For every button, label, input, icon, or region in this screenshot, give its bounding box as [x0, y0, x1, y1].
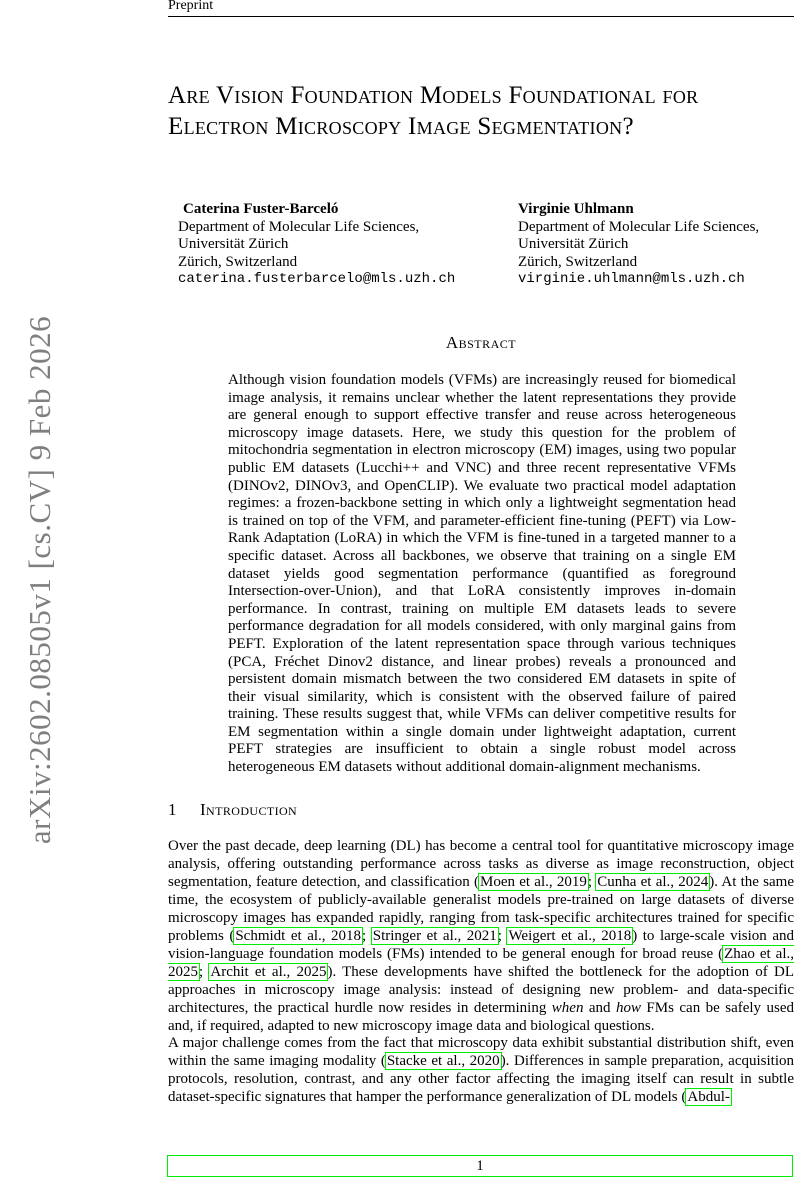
author-name: Caterina Fuster-Barceló	[183, 201, 339, 217]
arxiv-identifier[interactable]: arXiv:2602.08505v1 [cs.CV] 9 Feb 2026	[22, 315, 57, 845]
citation-link[interactable]: Zhao et al., 2025	[168, 946, 794, 980]
text-run: Over the past decade, deep learning (DL) has become a central tool for quantitative microscopy image analysis, offering outstanding performance across tasks as diverse as image reconstruction, object segmentation, feature detection, and classification (	[168, 838, 794, 890]
citation-link[interactable]: Abdul-	[687, 1089, 730, 1105]
citation-link[interactable]: Stringer et al., 2021	[372, 928, 497, 944]
author-department: Department of Molecular Life Sciences,	[518, 218, 760, 235]
text-run: ). These developments have shifted the bottleneck for the adoption of DL approaches in microscopy image analysis: instead of designing new problem- and data-specific architectures, the practical hurdle now resides in determining	[168, 964, 794, 1016]
author-email[interactable]: virginie.uhlmann@mls.uzh.ch	[518, 271, 745, 287]
paper-title: Are Vision Foundation Models Foundational for Electron Microscopy Image Segmentation?	[168, 82, 699, 140]
text-run: FMs can be safely used and, if required, adapted to new microscopy image data and biological questions.	[168, 1000, 794, 1034]
author-block	[178, 201, 455, 289]
citation-link[interactable]: Cunha et al., 2024	[597, 874, 709, 890]
section-heading	[168, 800, 297, 820]
text-run: ;	[497, 928, 508, 944]
text-run: ;	[199, 964, 210, 980]
author-city: Zürich, Switzerland	[518, 253, 638, 270]
text-run: ). Differences in sample preparation, acquisition protocols, resolution, contrast, and any other factor affecting the imaging itself can result in subtle dataset-specific signatures that hamper the performance generalization of DL models (	[168, 1053, 794, 1105]
author-university: Universität Zürich	[518, 236, 629, 252]
text-run: ;	[362, 928, 372, 944]
author-university: Universität Zürich	[178, 236, 289, 252]
intro-paragraph-1	[168, 837, 794, 1035]
emphasis: how	[615, 1000, 641, 1016]
author-block	[518, 201, 759, 289]
citation-link[interactable]: Moen et al., 2019	[480, 874, 587, 890]
text-run: A major challenge comes from the fact that microscopy data exhibit substantial distribution shift, even within the same imaging modality (	[168, 1035, 794, 1069]
text-run: ) to large-scale vision and vision-language foundation models (FMs) intended to be general enough for broad reuse (	[168, 928, 794, 962]
author-department: Department of Molecular Life Sciences,	[178, 218, 420, 235]
running-head: Preprint	[168, 0, 794, 17]
citation-link[interactable]: Schmidt et al., 2018	[235, 928, 362, 944]
abstract-heading: Abstract	[445, 333, 517, 352]
citation-link[interactable]: Weigert et al., 2018	[508, 928, 632, 944]
page-number[interactable]: 1	[167, 1155, 793, 1177]
emphasis: when	[551, 1000, 584, 1016]
intro-paragraph-2	[168, 1034, 794, 1106]
text-run: ;	[587, 874, 597, 890]
text-run: and	[583, 1000, 616, 1016]
section-number: 1	[168, 800, 177, 819]
citation-link[interactable]: Archit et al., 2025	[210, 964, 327, 980]
section-title: Introduction	[200, 800, 298, 819]
author-name: Virginie Uhlmann	[518, 201, 634, 217]
abstract-text: Although vision foundation models (VFMs) are increasingly reused for biomedical image analysis, it remains unclear whether the latent representations they provide are general enough to support effective transfer and reuse across heterogeneous microscopy image datasets. Here, we study this question for the problem of mitochondria segmentation in electron microscopy (EM) images, using two popular public EM datasets (Lucchi++ and VNC) and three recent representative VFMs (DINOv2, DINOv3, and OpenCLIP). We evaluate two practical model adaptation regimes: a frozen-backbone setting in which only a lightweight segmentation head is trained on top of the VFM, and parameter-efficient fine-tuning (PEFT) via Low-Rank Adaptation (LoRA) in which the VFM is fine-tuned in a targeted manner to a specific dataset. Across all backbones, we observe that training on a single EM dataset yields good segmentation performance (quantified as foreground Intersection-over-Union), and that LoRA consistently improves in-domain performance. In contrast, training on multiple EM datasets leads to severe performance degradation for all models considered, with only marginal gains from PEFT. Exploration of the latent representation space through various techniques (PCA, Fréchet Dinov2 distance, and linear probes) reveals a pronounced and persistent domain mismatch between the two considered EM datasets in spite of their visual similarity, which is consistent with the observed failure of paired training. These results suggest that, while VFMs can deliver competitive results for EM segmentation within a single domain under lightweight adaptation, current PEFT strategies are insufficient to obtain a single robust model across heterogeneous EM datasets without additional domain-alignment mechanisms.	[228, 372, 736, 776]
author-email[interactable]: caterina.fusterbarcelo@mls.uzh.ch	[178, 271, 456, 287]
citation-link[interactable]: Stacke et al., 2020	[386, 1053, 500, 1069]
text-run: ). At the same time, the ecosystem of publicly-available generalist models pre-trained on large datasets of diverse microscopy images has expanded rapidly, ranging from task-specific architectures trained for specific problems (	[168, 874, 794, 944]
author-city: Zürich, Switzerland	[178, 253, 298, 270]
